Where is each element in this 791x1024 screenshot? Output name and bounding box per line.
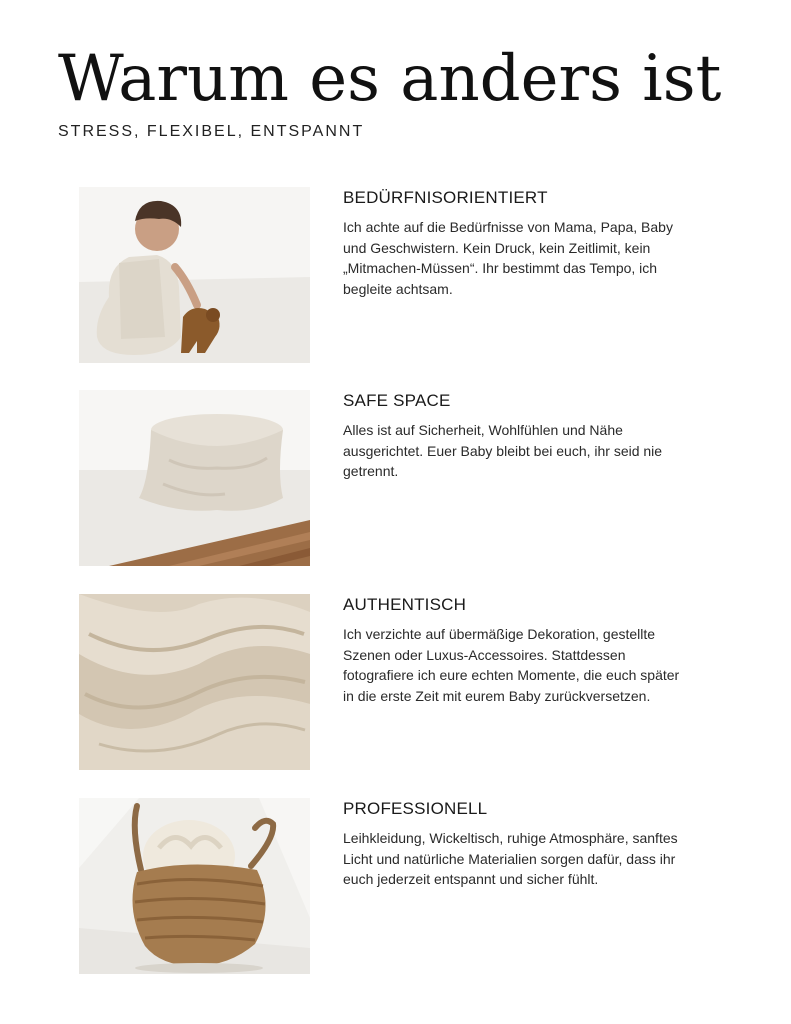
section-heading: PROFESSIONELL — [343, 799, 488, 818]
section-heading: AUTHENTISCH — [343, 595, 467, 614]
section-heading: BEDÜRFNISORIENTIERT — [343, 188, 548, 207]
feature-section — [0, 594, 791, 772]
photo-knit-blanket — [79, 594, 310, 770]
section-text: Ich verzichte auf übermäßige Dekoration, gestellte Szenen oder Luxus-Accessoires. Stattdessen fotografiere ich eure echten Momente, die euch später in die erste Zeit mit eurem Baby zurückversetzen. — [343, 626, 680, 704]
photo-child-playing — [79, 187, 310, 363]
section-heading: SAFE SPACE — [343, 391, 451, 410]
photo-pouf-blanket — [79, 390, 310, 566]
photo-woven-basket — [79, 798, 310, 974]
feature-section — [0, 187, 791, 365]
knit-blanket-illustration — [79, 594, 310, 770]
section-text: Alles ist auf Sicherheit, Wohlfühlen und Nähe ausgerichtet. Euer Baby bleibt bei euch, ihr seid nie getrennt. — [343, 422, 663, 479]
feature-section — [0, 798, 791, 976]
woven-basket-illustration — [79, 798, 310, 974]
section-text: Ich achte auf die Bedürfnisse von Mama, Papa, Baby und Geschwistern. Kein Druck, kein Zeitlimit, kein „Mitmachen-Müssen“. Ihr bestimmt das Tempo, ich begleite achtsam. — [343, 219, 673, 297]
feature-section — [0, 390, 791, 568]
pouf-illustration — [79, 390, 310, 566]
child-playing-illustration — [79, 187, 310, 363]
section-text: Leihkleidung, Wickeltisch, ruhige Atmosphäre, sanftes Licht und natürliche Materialien sorgen dafür, dass ihr euch jederzeit entspannt und sicher fühlt. — [343, 830, 678, 887]
page-subtitle: STRESS, FLEXIBEL, ENTSPANNT — [58, 123, 365, 140]
page-title: Warum es anders ist — [58, 42, 722, 116]
